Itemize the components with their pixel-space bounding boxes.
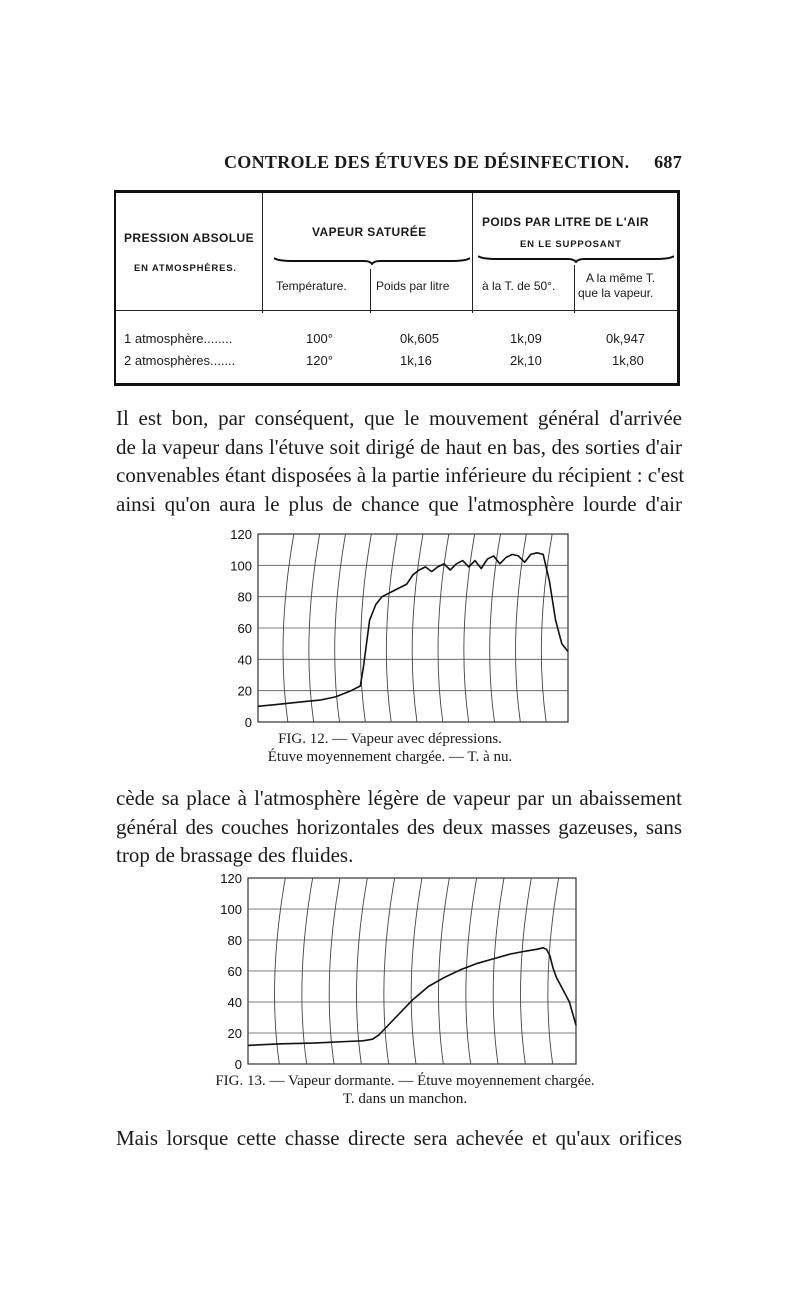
paragraph-2-line-3: trop de brassage des fluides. <box>116 843 354 867</box>
table-vline-1 <box>262 193 263 313</box>
row1-weight: 0k,605 <box>400 331 440 346</box>
paragraph-1-line-1: Il est bon, par conséquent, que le mouvement général d'arrivée <box>116 406 682 430</box>
table-header-rule <box>116 310 677 311</box>
paragraph-2 <box>116 784 682 870</box>
figure-13-caption-line-1 <box>160 1072 650 1090</box>
figure-13-caption-text: — Vapeur dormante. — Étuve moyennement chargée. <box>269 1073 595 1089</box>
paragraph-1 <box>116 404 685 518</box>
fig13-ytick-0: 0 <box>234 1057 242 1072</box>
col1-header-line1: PRESSION ABSOLUE <box>124 231 254 245</box>
group1-sub-weight: Poids par litre <box>376 279 450 293</box>
group2-sub-same-line1: A la même T. <box>586 271 656 285</box>
paragraph-3 <box>116 1124 682 1153</box>
figure-12-caption-line-2: Étuve moyennement chargée. — T. à nu. <box>267 749 513 765</box>
fig12-ytick-120: 120 <box>230 527 252 542</box>
figure-13-caption-line-2: T. dans un manchon. <box>342 1091 468 1107</box>
fig12-ytick-80: 80 <box>237 589 252 605</box>
fig12-ytick-0: 0 <box>244 715 252 730</box>
paragraph-3-line-1: Mais lorsque cette chasse directe sera achevée et qu'aux orifices <box>116 1126 682 1150</box>
group1-header: VAPEUR SATURÉE <box>312 225 427 239</box>
row1-air50: 1k,09 <box>510 331 542 346</box>
figure-12-caption <box>220 730 560 766</box>
paragraph-1-line-2: de la vapeur dans l'étuve soit dirigé de haut en bas, des sorties d'air <box>116 434 682 459</box>
paragraph-2-line-2: général des couches horizontales des deux masses gazeuses, sans <box>116 814 682 839</box>
running-head-title: CONTROLE DES ÉTUVES DE DÉSINFECTION. <box>224 152 630 172</box>
row2-weight: 1k,16 <box>400 353 432 368</box>
paragraph-1-line-3: convenables étant disposées à la partie inférieure du récipient : c'est <box>116 463 685 487</box>
row2-air-same: 1k,80 <box>612 353 644 368</box>
table-vline-4 <box>574 265 575 313</box>
running-head <box>116 152 682 178</box>
table-vline-2 <box>370 269 371 313</box>
figure-12-label: FIG. 12. <box>278 731 329 747</box>
fig13-ytick-80: 80 <box>227 933 242 948</box>
figure-13-label: FIG. 13. <box>215 1073 266 1089</box>
fig13-ytick-40: 40 <box>227 995 242 1010</box>
row1-label: 1 atmosphère........ <box>124 331 233 346</box>
fig13-ytick-100: 100 <box>220 902 242 917</box>
fig12-ytick-60: 60 <box>237 621 252 636</box>
row2-temperature: 120° <box>306 353 333 368</box>
page-number: 687 <box>654 152 682 172</box>
group2-sub-air50: à la T. de 50°. <box>482 279 556 293</box>
group2-header-line1: POIDS PAR LITRE DE L'AIR <box>482 215 649 229</box>
group2-brace <box>478 253 674 263</box>
fig12-ytick-100: 100 <box>230 558 252 574</box>
row1-temperature: 100° <box>306 331 333 346</box>
row1-air-same: 0k,947 <box>606 331 646 346</box>
group1-sub-temperature: Température. <box>276 279 347 293</box>
figure-13-caption <box>160 1072 650 1108</box>
paragraph-1-line-4: ainsi qu'on aura le plus de chance que l'atmosphère lourde d'air <box>116 491 682 516</box>
row2-air50: 2k,10 <box>510 353 542 368</box>
group2-sub-same-line2: que la vapeur. <box>578 286 654 300</box>
data-table <box>114 190 680 386</box>
group1-brace <box>274 255 470 265</box>
figure-12-caption-text: — Vapeur avec dépressions. <box>332 731 502 747</box>
fig13-ytick-60: 60 <box>227 964 242 979</box>
fig12-ytick-40: 40 <box>237 652 252 668</box>
fig12-ytick-20: 20 <box>237 683 252 699</box>
fig13-ytick-120: 120 <box>220 871 242 886</box>
fig13-ytick-20: 20 <box>227 1026 242 1041</box>
group2-header-line2: EN LE SUPPOSANT <box>520 239 622 250</box>
figure-12-chart <box>212 522 582 730</box>
figure-13-chart <box>200 868 590 1072</box>
col1-header-line2: EN ATMOSPHÈRES. <box>134 263 237 274</box>
table-vline-3 <box>472 193 473 313</box>
paragraph-2-line-1: cède sa place à l'atmosphère légère de vapeur par un abaissement <box>116 786 682 810</box>
figure-12-caption-line-1 <box>220 730 560 748</box>
row2-label: 2 atmosphères....... <box>124 353 236 368</box>
